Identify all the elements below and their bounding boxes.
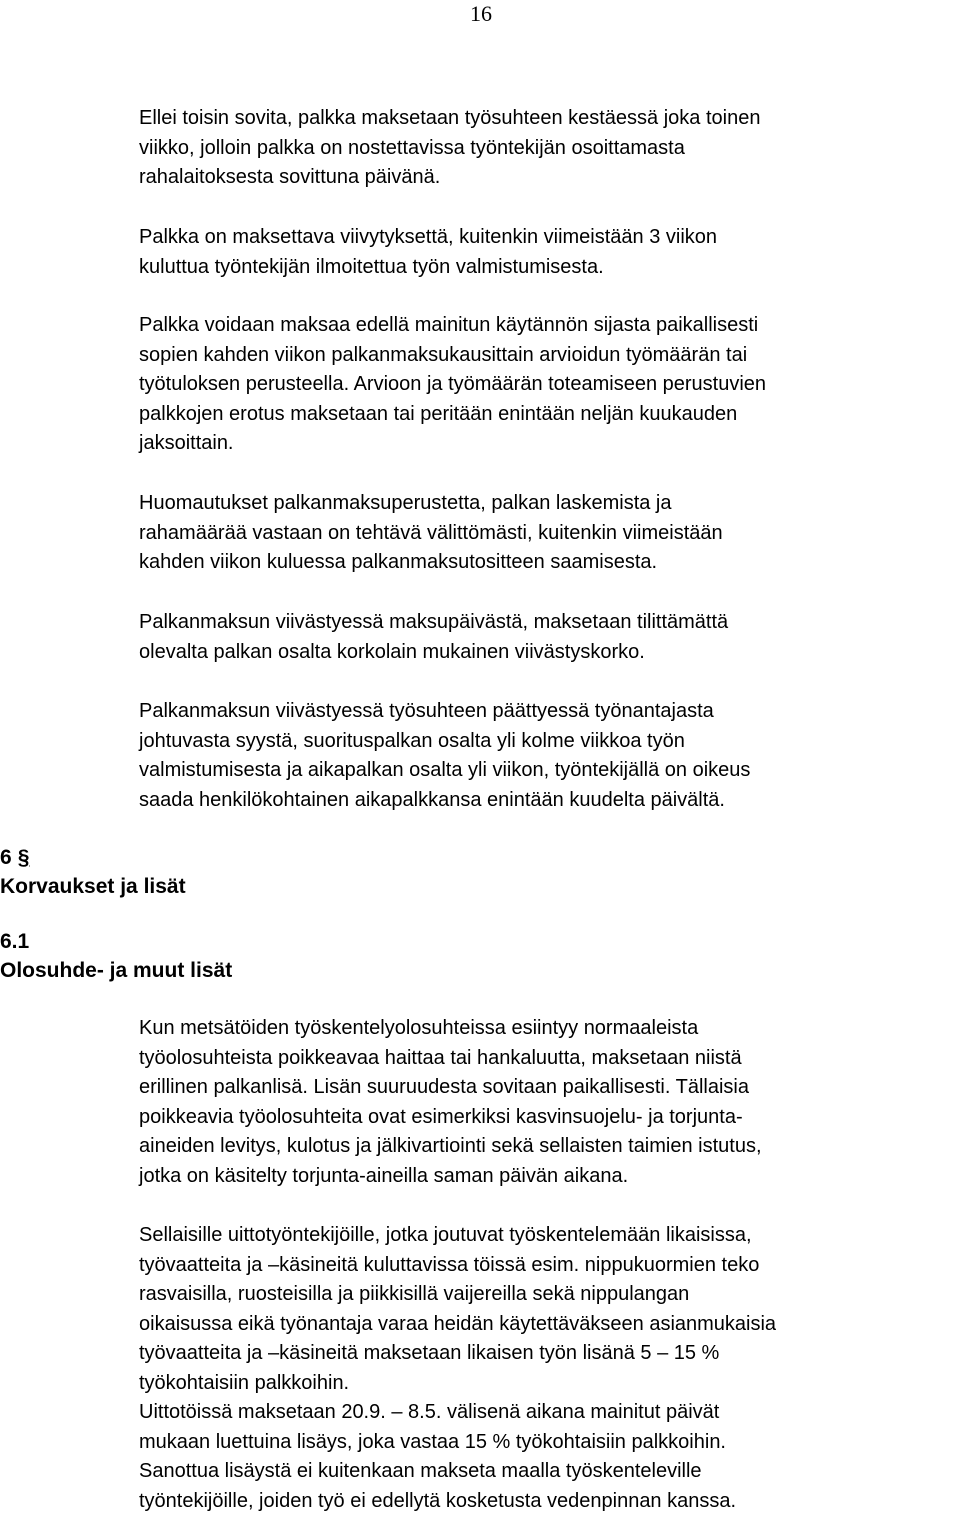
text-line: rahamäärää vastaan on tehtävä välittömästi, kuitenkin viimeistään [139, 521, 723, 544]
text-line: Sanottua lisäystä ei kuitenkaan makseta maalla työskenteleville [139, 1460, 702, 1482]
text-line: Huomautukset palkanmaksuperustetta, palkan laskemista ja [139, 492, 672, 514]
text-line: Uittotöissä maksetaan 20.9. – 8.5. välisenä aikana mainitut päivät [139, 1401, 720, 1423]
text-line: erillinen palkanlisä. Lisän suuruudesta sovitaan paikallisesti. Tällaisia [139, 1076, 749, 1098]
text-line: valmistumisesta ja aikapalkan osalta yli viikon, työntekijällä on oikeus [139, 759, 751, 781]
subsection-number: 6.1 [0, 930, 30, 953]
section-6-heading [0, 843, 186, 901]
text-line: Palkanmaksun viivästyessä työsuhteen päättyessä työnantajasta [139, 700, 714, 722]
paragraph-payment-schedule [139, 104, 954, 193]
text-line: mukaan luettuina lisäys, joka vastaa 15 % työkohtaisiin palkkoihin. [139, 1430, 726, 1453]
text-line: rahalaitoksesta sovittuna päivänä. [139, 166, 441, 188]
text-line: sopien kahden viikon palkanmaksukausittain arvioidun työmäärän tai [139, 343, 748, 366]
text-line: työvaatteita ja –käsineitä maksetaan likaisen työn lisänä 5 – 15 % [139, 1342, 720, 1364]
text-line: oikaisussa eikä työnantaja varaa heidän käytettäväkseen asianmukaisia [139, 1312, 777, 1335]
text-line: kuluttua työntekijän ilmoitettua työn valmistumisesta. [139, 255, 604, 278]
text-line: kahden viikon kuluessa palkanmaksutositteen saamisesta. [139, 551, 658, 573]
paragraph-late-payment-interest [139, 608, 954, 667]
text-line: työtuloksen perusteella. Arvioon ja työmäärän toteamiseen perustuvien [139, 373, 767, 395]
text-line: olevalta palkan osalta korkolain mukainen viivästyskorko. [139, 640, 645, 663]
text-line: poikkeavia työolosuhteita ovat esimerkiksi kasvinsuojelu- ja torjunta- [139, 1105, 743, 1128]
section-sign-icon: § [17, 846, 30, 869]
text-line: Palkka voidaan maksaa edellä mainitun käytännön sijasta paikallisesti [139, 314, 759, 336]
paragraph-late-payment-termination [139, 697, 954, 815]
text-line: työntekijöille, joiden työ ei edellytä kosketusta vedenpinnan kanssa. [139, 1489, 737, 1512]
text-line: rasvaisilla, ruosteisilla ja piikkisillä vaijereilla sekä nippulangan [139, 1283, 690, 1305]
text-line: työvaatteita ja –käsineitä kuluttavissa töissä esim. nippukuormien teko [139, 1253, 760, 1276]
section-number: 6 [0, 846, 12, 869]
text-line: johtuvasta syystä, suorituspalkan osalta yli kolme viikkoa työn [139, 729, 685, 752]
text-line: aineiden levitys, kulotus ja jälkivartiointi sekä sellaisten taimien istutus, [139, 1135, 762, 1157]
text-line: palkkojen erotus maksetaan tai peritään enintään neljän kuukauden [139, 402, 738, 425]
text-line: Palkka on maksettava viivytyksettä, kuitenkin viimeistään 3 viikon [139, 226, 718, 248]
text-line: Kun metsätöiden työskentelyolosuhteissa esiintyy normaaleista [139, 1017, 699, 1039]
paragraph-floating-work-allowance [139, 1221, 954, 1516]
section-title: Korvaukset ja lisät [0, 875, 186, 898]
page-number: 16 [470, 1, 492, 26]
paragraph-local-agreement [139, 311, 954, 459]
text-line: jotka on käsitelty torjunta-aineilla saman päivän aikana. [139, 1164, 629, 1187]
text-line: Sellaisille uittotyöntekijöille, jotka joutuvat työskentelemään likaisissa, [139, 1224, 752, 1246]
text-line: työolosuhteista poikkeavaa haittaa tai hankaluutta, maksetaan niistä [139, 1046, 742, 1069]
subsection-title: Olosuhde- ja muut lisät [0, 959, 233, 982]
paragraph-complaints [139, 489, 954, 578]
paragraph-payment-deadline [139, 223, 954, 282]
text-line: viikko, jolloin palkka on nostettavissa työntekijän osoittamasta [139, 136, 685, 159]
text-line: työkohtaisiin palkkoihin. [139, 1371, 350, 1394]
section-6-1-heading [0, 927, 232, 985]
text-line: saada henkilökohtainen aikapalkkansa enintään kuudelta päivältä. [139, 788, 725, 811]
paragraph-conditions-allowance [139, 1014, 954, 1191]
text-line: Palkanmaksun viivästyessä maksupäivästä, maksetaan tilittämättä [139, 611, 729, 633]
text-line: jaksoittain. [139, 432, 234, 454]
text-line: Ellei toisin sovita, palkka maksetaan työsuhteen kestäessä joka toinen [139, 107, 761, 129]
